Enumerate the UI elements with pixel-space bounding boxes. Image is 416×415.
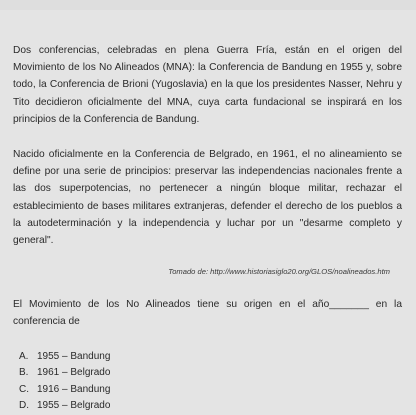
option-a-letter: A. — [19, 350, 29, 362]
option-a[interactable] — [19, 349, 402, 366]
option-b-text: 1961 – Belgrado — [37, 367, 111, 379]
option-d-letter: D. — [19, 400, 29, 412]
option-a-text: 1955 – Bandung — [37, 350, 111, 362]
option-c-letter: C. — [19, 383, 29, 395]
option-b[interactable] — [19, 365, 402, 382]
question-text: El Movimiento de los No Alineados tiene su origen en el año_______ en la conferencia de — [13, 299, 402, 328]
answer-options — [13, 349, 402, 415]
option-d[interactable] — [19, 398, 402, 415]
option-b-letter: B. — [19, 367, 29, 379]
paragraph-1: Dos conferencias, celebradas en plena Guerra Fría, están en el origen del Movimiento de los No Alineados (MNA): la Conferencia de Bandung en 1955 y, sobre todo, la Conferencia de Brioni (Yugoslavia) en la que los presidentes Nasser, Nehru y Tito decidieron oficialmente del MNA, cuya carta fundacional se inspirará en los principios de la Conferencia de Bandung. — [13, 45, 402, 125]
option-c[interactable] — [19, 382, 402, 399]
option-c-text: 1916 – Bandung — [37, 383, 111, 395]
option-d-text: 1955 – Belgrado — [37, 400, 111, 412]
source-citation: Tomado de: http://www.historiasiglo20.org/GLOS/noalineados.htm — [168, 267, 390, 277]
paragraph-2: Nacido oficialmente en la Conferencia de Belgrado, en 1961, el no alineamiento se define por una serie de principios: preservar las independencias nacionales frente a las dos superpotencias, no pertenecer a ningún bloque militar, rechazar el establecimiento de bases militares extranjeras, defender el derecho de los pueblos a la autodeterminación y la independencia y luchar por un "desarme completo y general". — [13, 149, 402, 247]
